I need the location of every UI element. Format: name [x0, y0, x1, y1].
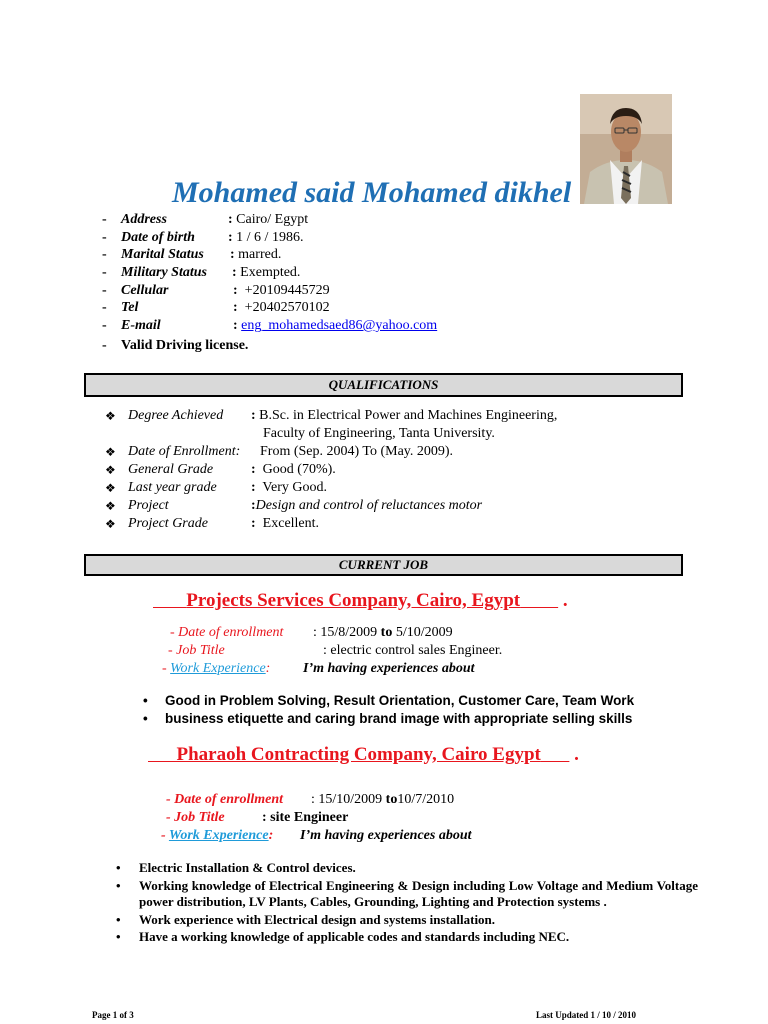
qualification-label: Date of Enrollment:: [128, 444, 241, 459]
info-value: +20402570102: [244, 300, 330, 316]
info-value: marred.: [238, 247, 282, 263]
qualification-label: Last year grade: [128, 480, 217, 495]
job-detail-row: [0, 624, 768, 642]
bullet-text: Work experience with Electrical design and systems installation.: [139, 911, 496, 927]
list-item: [116, 912, 698, 929]
qualification-value: From (Sep. 2004) To (May. 2009).: [260, 444, 454, 459]
info-sep: :: [233, 300, 238, 316]
info-sep: :: [230, 247, 235, 263]
diamond-bullet-icon: ❖: [105, 463, 116, 477]
job-company: Pharaoh Contracting Company, Cairo Egypt .: [176, 744, 579, 765]
job-detail-row: [0, 809, 768, 827]
job-details: [0, 791, 768, 844]
company-name: Projects Services Company, Cairo, Egypt: [186, 590, 521, 611]
title-label: - Job Title: [168, 642, 225, 658]
diamond-bullet-icon: ❖: [105, 481, 116, 495]
exp-value: I’m having experiences about: [303, 660, 475, 676]
qualification-label: Project: [128, 498, 169, 513]
last-updated: Last Updated 1 / 10 / 2010: [536, 1010, 637, 1020]
qualification-sep: :: [251, 462, 256, 477]
list-item: [116, 860, 698, 877]
qualification-value: Very Good.: [262, 480, 327, 495]
diamond-bullet-icon: ❖: [105, 445, 116, 459]
qualification-value: Excellent.: [262, 516, 320, 531]
info-label: Marital Status: [121, 247, 204, 263]
list-item: [116, 929, 698, 946]
job-detail-row: [0, 791, 768, 809]
qualification-sep: :: [251, 408, 256, 423]
title-label: - Job Title: [166, 809, 225, 825]
profile-photo: [580, 94, 672, 204]
enroll-value: : 15/10/2009: [311, 792, 383, 807]
info-sep: :: [233, 282, 238, 298]
job-details: [0, 624, 768, 677]
enroll-to: to: [385, 792, 398, 807]
info-sep: :: [228, 212, 233, 227]
job-company: Projects Services Company, Cairo, Egypt .: [186, 590, 568, 611]
info-label: Military Status: [121, 265, 207, 281]
info-value: +20109445729: [244, 282, 330, 298]
qualification-sep: :: [251, 480, 256, 495]
section-current-job: CURRENT JOB: [84, 554, 683, 576]
info-label: E-mail: [121, 318, 161, 334]
info-value: 1 / 6 / 1986.: [236, 229, 304, 245]
bullet-text: Have a working knowledge of applicable codes and standards including NEC.: [139, 929, 570, 944]
bullet-dot-icon: •: [143, 710, 148, 726]
candidate-name: Mohamed said Mohamed dikhel: [172, 176, 572, 209]
qualification-sep: :: [251, 498, 256, 513]
enroll-to: to: [380, 625, 393, 640]
diamond-bullet-icon: ❖: [105, 499, 116, 513]
title-value: : electric control sales Engineer.: [323, 642, 503, 658]
company-name: Pharaoh Contracting Company, Cairo Egypt: [176, 744, 541, 765]
exp-label: Work Experience: [168, 827, 269, 843]
enroll-end: 5/10/2009: [395, 625, 453, 640]
bullet-text: Working knowledge of Electrical Engineering & Design including Low Voltage and Medium Voltage power distribution, LV Plants, Cables, Grounding, Lighting and Protection systems .: [139, 877, 698, 909]
info-label: Address: [121, 212, 167, 227]
bullet-dot-icon: •: [143, 693, 148, 708]
qualification-label: General Grade: [128, 462, 214, 477]
bullet-text: Electric Installation & Control devices.: [139, 860, 356, 875]
info-value: Exempted.: [240, 265, 301, 281]
job-bullets: [116, 860, 698, 947]
bullet-text: Good in Problem Solving, Result Orientation, Customer Care, Team Work: [165, 693, 635, 708]
diamond-bullet-icon: ❖: [105, 517, 116, 531]
enroll-label: - Date of enrollment: [166, 792, 284, 807]
info-value: Cairo/ Egypt: [236, 212, 309, 227]
email-link[interactable]: eng_mohamedsaed86@yahoo.com: [241, 318, 438, 334]
qualification-value: Faculty of Engineering, Tanta University.: [263, 426, 495, 441]
enroll-label: - Date of enrollment: [170, 625, 284, 640]
info-sep: :: [228, 229, 233, 245]
title-value: : site Engineer: [262, 809, 349, 825]
page-number: Page 1 of 3: [92, 1010, 134, 1020]
exp-label: Work Experience: [170, 660, 266, 676]
qualification-sep: :: [251, 516, 256, 531]
driving-license: Valid Driving license.: [121, 337, 249, 353]
job-detail-row: [0, 642, 768, 660]
enroll-end: 10/7/2010: [397, 792, 455, 807]
exp-value: I’m having experiences about: [300, 827, 472, 843]
info-sep: :: [233, 318, 238, 334]
section-qualifications: QUALIFICATIONS: [84, 373, 683, 397]
job-detail-row: - Work Experience: I’m having experiences about: [161, 827, 472, 843]
enroll-value: : 15/8/2009: [313, 625, 378, 640]
job-detail-row: - Work Experience: I’m having experiences about: [162, 660, 475, 676]
info-label: Date of birth: [121, 229, 195, 245]
bullet-dot-icon: •: [116, 877, 121, 893]
diamond-bullet-icon: ❖: [105, 409, 116, 423]
bullet-dot-icon: •: [116, 929, 121, 944]
bullet-dot-icon: •: [116, 911, 121, 927]
info-label: Cellular: [121, 282, 169, 298]
bullet-text: business etiquette and caring brand image with appropriate selling skills: [165, 710, 633, 726]
info-sep: :: [232, 265, 237, 281]
info-label: Tel: [121, 300, 139, 316]
qualification-label: Project Grade: [128, 516, 208, 531]
bullet-dot-icon: •: [116, 860, 121, 875]
list-item: [116, 878, 698, 911]
qualification-value: B.Sc. in Electrical Power and Machines Engineering,: [259, 408, 558, 423]
qualification-value: Design and control of reluctances motor: [255, 498, 483, 513]
qualification-label: Degree Achieved: [128, 408, 224, 423]
qualification-value: Good (70%).: [262, 462, 336, 477]
